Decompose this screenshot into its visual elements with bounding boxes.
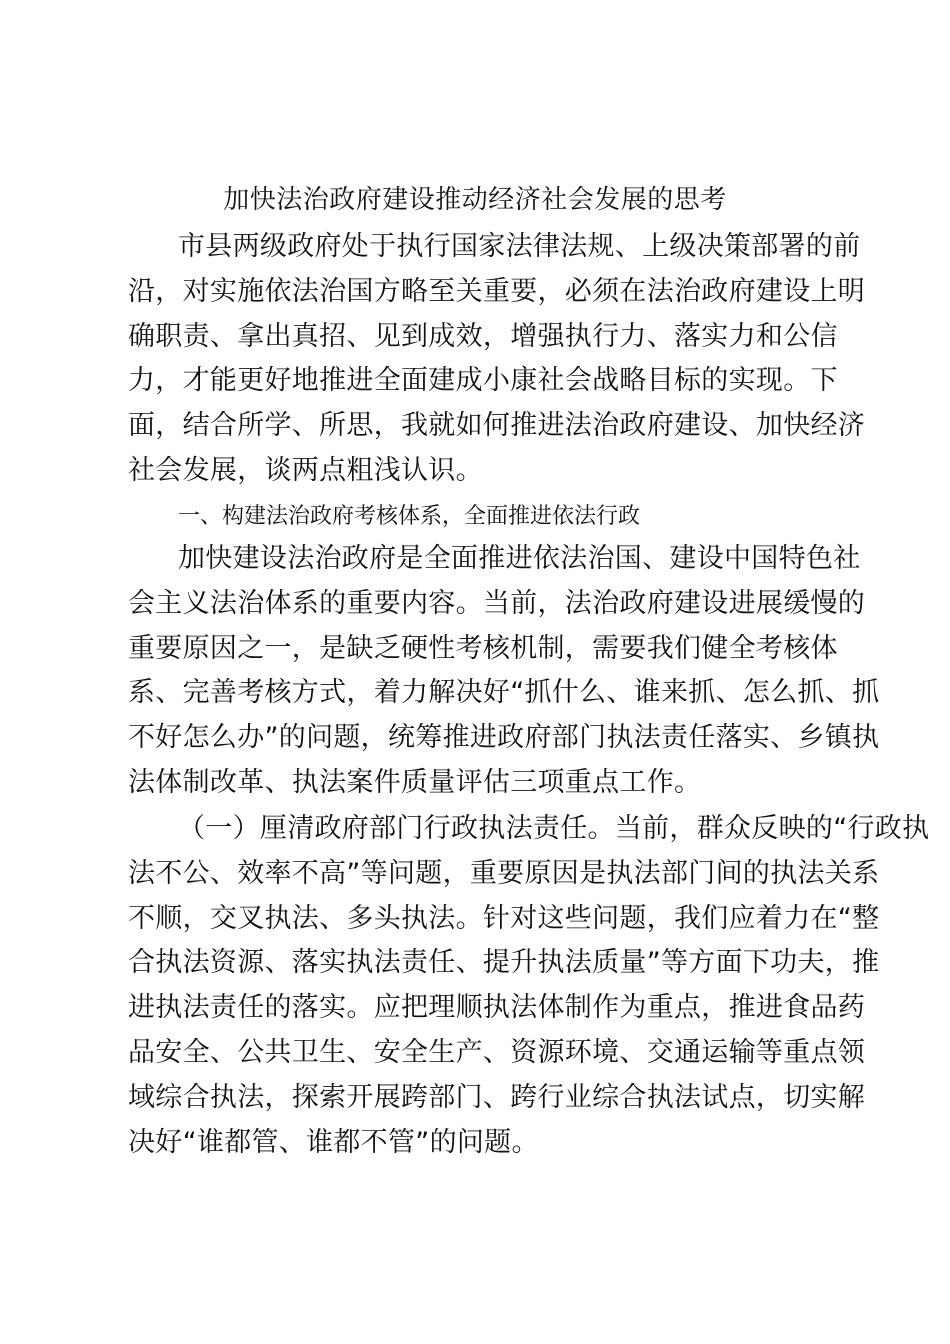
text-line: 社会发展，谈两点粗浅认识。 <box>128 454 483 486</box>
text-line: 法不公、效率不高”等问题，重要原因是执法部门间的执法关系 <box>128 857 880 889</box>
paragraph-intro <box>128 225 866 494</box>
paragraph-section-one <box>128 537 880 806</box>
paragraph-subsection-one <box>128 807 930 1165</box>
text-line: 会主义法治体系的重要内容。当前，法治政府建设进展缓慢的 <box>128 587 866 619</box>
text-line: 系、完善考核方式，着力解决好“抓什么、谁来抓、怎么抓、抓 <box>128 677 880 709</box>
text-line: 市县两级政府处于执行国家法律法规、上级决策部署的前 <box>178 231 861 262</box>
text-line: 域综合执法，探索开展跨部门、跨行业综合执法试点，切实解 <box>128 1081 866 1113</box>
section-heading: 一、构建法治政府考核体系，全面推进依法行政 <box>178 504 641 529</box>
text-line: （一）厘清政府部门行政执法责任。当前，群众反映的“行政执 <box>178 813 930 844</box>
text-line: 确职责、拿出真招、见到成效，增强执行力、落实力和公信 <box>128 320 838 352</box>
text-line: 合执法资源、落实执法责任、提升执法质量”等方面下功夫，推 <box>128 947 880 979</box>
text-line: 沿，对实施依法治国方略至关重要，必须在法治政府建设上明 <box>128 275 866 307</box>
text-line: 法体制改革、执法案件质量评估三项重点工作。 <box>128 766 702 798</box>
text-line: 不顺，交叉执法、多头执法。针对这些问题，我们应着力在“整 <box>128 902 880 934</box>
text-line: 重要原因之一，是缺乏硬性考核机制，需要我们健全考核体 <box>128 632 838 664</box>
text-line: 力，才能更好地推进全面建成小康社会战略目标的实现。下 <box>128 365 838 397</box>
document-title: 加快法治政府建设推动经济社会发展的思考 <box>223 185 727 215</box>
text-line: 不好怎么办”的问题，统筹推进政府部门执法责任落实、乡镇执 <box>128 722 880 754</box>
text-line: 加快建设法治政府是全面推进依法治国、建设中国特色社 <box>178 543 861 574</box>
text-line: 决好“谁都管、谁都不管”的问题。 <box>128 1126 539 1158</box>
text-line: 品安全、公共卫生、安全生产、资源环境、交通运输等重点领 <box>128 1036 866 1068</box>
text-line: 进执法责任的落实。应把理顺执法体制作为重点，推进食品药 <box>128 992 866 1024</box>
text-line: 面，结合所学、所思，我就如何推进法治政府建设、加快经济 <box>128 410 866 442</box>
